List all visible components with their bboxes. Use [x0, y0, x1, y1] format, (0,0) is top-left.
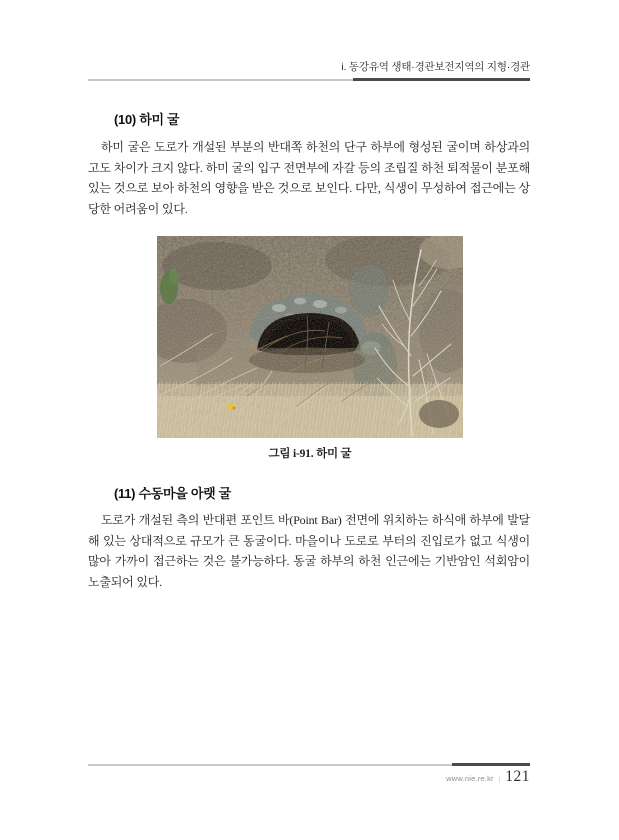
section-10-heading: (10) 하미 굴 [114, 112, 180, 127]
header-rule [88, 79, 530, 81]
footer-rule [88, 764, 530, 766]
header-title: i. 동강유역 생태·경관보전지역의 지형·경관 [341, 61, 530, 73]
figure-caption: 그림 i-91. 하미 굴 [268, 448, 352, 460]
section-11-heading: (11) 수동마을 아랫 굴 [114, 486, 231, 501]
section-11-paragraph: 도로가 개설된 측의 반대편 포인트 바(Point Bar) 전면에 위치하는 하식애 하부에 발달해 있는 상대적으로 규모가 큰 동굴이다. 마을이나 도로로 부터의 진입로가 없고 식생이 많아 가까이 접근하는 것은 불가능하다. 동굴 하부의 하천 인근에는 기반암인 석회암이 노출되어 있다. [88, 513, 530, 590]
header-rule-accent [353, 78, 530, 81]
footer-rule-accent [452, 763, 530, 766]
cave-photo [157, 236, 463, 438]
footer-site-url: www.nie.re.kr [446, 774, 494, 783]
figure-hami-cave [157, 236, 463, 461]
footer-separator: | [498, 774, 501, 783]
footer [446, 768, 530, 786]
footer-page-number: 121 [505, 768, 530, 785]
section-10-paragraph: 하미 굴은 도로가 개설된 부분의 반대쪽 하천의 단구 하부에 형성된 굴이며 하상과의 고도 차이가 크지 않다. 하미 굴의 입구 전면부에 자갈 등의 조립질 하천 퇴적물이 분포해 있는 것으로 보아 하천의 영향을 받은 것으로 보인다. 다만, 식생이 무성하여 접근에는 상당한 어려움이 있다. [88, 140, 530, 217]
